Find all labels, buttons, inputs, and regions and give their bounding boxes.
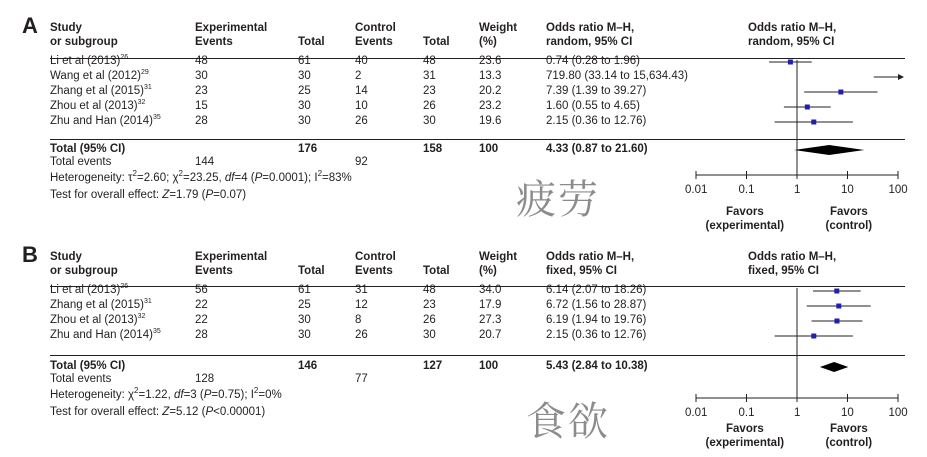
panel-b-row-2-exp-events: 22 bbox=[195, 299, 208, 311]
panel-a-row-1-ctl-total: 48 bbox=[423, 55, 436, 67]
panel-b-row-1-ctl-events: 31 bbox=[355, 284, 368, 296]
panel-b-total-weight: 100 bbox=[479, 360, 499, 372]
panel-b-row-2-exp-total: 25 bbox=[298, 299, 311, 311]
panel-b-row-1-point bbox=[834, 289, 839, 294]
panel-b-row-1-weight: 34.0 bbox=[479, 284, 502, 296]
panel-a-row-5-study: Zhu and Han $(2014)^{35}$ bbox=[50, 114, 161, 127]
panel-b-total-ci: 5.43 (2.84 to 10.38) bbox=[546, 360, 648, 372]
panel-b-row-3-ctl-total: 26 bbox=[423, 314, 436, 326]
panel-a-row-2-ci: 719.80 (33.14 to 15,634.43) bbox=[546, 70, 688, 82]
panel-a-header-exp-total: Total bbox=[298, 36, 325, 48]
panel-a-pooled-diamond bbox=[794, 145, 864, 155]
panel-a-row-5-weight: 19.6 bbox=[479, 115, 502, 127]
panel-a-header-ctl-events: Events bbox=[355, 36, 393, 48]
panel-b-header-experimental: Experimental bbox=[195, 251, 268, 263]
panel-a-row-5-exp-events: 28 bbox=[195, 115, 208, 127]
panel-b-header-weight-unit: (%) bbox=[479, 265, 497, 277]
panel-a-row-2-ctl-events: 2 bbox=[355, 70, 362, 82]
panel-b-row-2-ctl-events: 12 bbox=[355, 299, 368, 311]
panel-a-row-3-ctl-events: 14 bbox=[355, 85, 368, 97]
panel-b-watermark-text: 食欲 bbox=[526, 399, 610, 445]
panel-a-header-study: Study bbox=[50, 22, 82, 34]
panel-b-row-1-exp-total: 61 bbox=[298, 284, 311, 296]
panel-b-header-or-text: Odds ratio M–H, bbox=[546, 251, 635, 263]
panel-b-row-4-exp-total: 30 bbox=[298, 329, 311, 341]
panel-b-header-control: Control bbox=[355, 251, 396, 263]
panel-b-total-ctl: 127 bbox=[423, 360, 443, 372]
panel-a-row-4-ctl-events: 10 bbox=[355, 100, 368, 112]
panel-a-tick-label-2: 1 bbox=[794, 184, 801, 196]
panel-a-header-or-plot-method: random, 95% CI bbox=[748, 36, 835, 48]
panel-b-heterogeneity: Heterogeneity: $\chi^2=1.22$, df=3 (P=0.75); $I^2=0\%$ bbox=[50, 386, 282, 401]
panel-a-header-ctl-total: Total bbox=[423, 36, 450, 48]
panel-a-favors-right: Favors bbox=[830, 206, 868, 218]
panel-b-total-events-ctl: 77 bbox=[355, 373, 368, 385]
panel-a-total-weight: 100 bbox=[479, 143, 499, 155]
panel-b-row-1-ctl-total: 48 bbox=[423, 284, 436, 296]
panel-a-row-1-study: Li et al $(2013)^{26}$ bbox=[50, 54, 129, 67]
panel-a-row-2-ctl-total: 31 bbox=[423, 70, 436, 82]
panel-b-row-2-ci: 6.72 (1.56 to 28.87) bbox=[546, 299, 647, 311]
panel-a-total-ci: 4.33 (0.87 to 21.60) bbox=[546, 143, 648, 155]
panel-b-row-4-ctl-total: 30 bbox=[423, 329, 436, 341]
panel-a-row-5-exp-total: 30 bbox=[298, 115, 311, 127]
panel-b-header-study: Study bbox=[50, 251, 82, 263]
panel-a-row-1-point bbox=[788, 60, 793, 65]
panel-a-row-2-study: Wang et al $(2012)^{29}$ bbox=[50, 69, 149, 82]
panel-a-header-subgroup: or subgroup bbox=[50, 36, 118, 48]
panel-a-total-label: Total (95% CI) bbox=[50, 143, 126, 155]
panel-a-row-4-point bbox=[805, 105, 810, 110]
panel-b-total-events-exp: 128 bbox=[195, 373, 215, 385]
panel-b-row-3-exp-events: 22 bbox=[195, 314, 208, 326]
panel-a-row-5-ctl-events: 26 bbox=[355, 115, 368, 127]
panel-a-tick-label-3: 10 bbox=[841, 184, 854, 196]
panel-b-favors-left: Favors bbox=[726, 423, 764, 435]
panel-a-overall-effect: Test for overall effect: Z=1.79 (P=0.07) bbox=[50, 189, 247, 201]
panel-b-tick-label-1: 0.1 bbox=[738, 407, 755, 419]
panel-a-header-weight-unit: (%) bbox=[479, 36, 497, 48]
panel-b-header-ctl-total: Total bbox=[423, 265, 450, 277]
panel-a-favors-left-group: (experimental) bbox=[705, 220, 785, 232]
panel-b-row-3-exp-total: 30 bbox=[298, 314, 311, 326]
panel-a-favors-left: Favors bbox=[726, 206, 764, 218]
panel-b-tick-label-0: 0.01 bbox=[685, 407, 708, 419]
panel-b-tick-label-2: 1 bbox=[794, 407, 801, 419]
panel-a-row-3-exp-events: 23 bbox=[195, 85, 208, 97]
panel-a-favors-right-group: (control) bbox=[825, 220, 873, 232]
panel-b-row-4-exp-events: 28 bbox=[195, 329, 208, 341]
panel-a-row-2-exp-total: 30 bbox=[298, 70, 311, 82]
panel-b-total-events-label: Total events bbox=[50, 373, 112, 385]
panel-b-row-4-weight: 20.7 bbox=[479, 329, 502, 341]
panel-a-row-2-off-scale-arrow bbox=[898, 74, 904, 80]
panel-b-row-2-weight: 17.9 bbox=[479, 299, 502, 311]
panel-a-row-3-ci: 7.39 (1.39 to 39.27) bbox=[546, 85, 647, 97]
panel-b-header-or-plot-method: fixed, 95% CI bbox=[748, 265, 819, 277]
panel-a-row-5-ci: 2.15 (0.36 to 12.76) bbox=[546, 115, 647, 127]
panel-b-header-weight: Weight bbox=[479, 251, 518, 263]
panel-b-header-or-plot: Odds ratio M–H, bbox=[748, 251, 837, 263]
panel-b-row-2-point bbox=[836, 304, 841, 309]
panel-a-header-or-method: random, 95% CI bbox=[546, 36, 633, 48]
panel-b-row-3-ci: 6.19 (1.94 to 19.76) bbox=[546, 314, 647, 326]
panel-a-row-3-study: Zhang et al $(2015)^{31}$ bbox=[50, 84, 152, 97]
panel-a-row-1-exp-total: 61 bbox=[298, 55, 311, 67]
panel-a-tick-label-0: 0.01 bbox=[685, 184, 708, 196]
panel-a-total-exp: 176 bbox=[298, 143, 318, 155]
panel-a-row-1-ci: 0.74 (0.28 to 1.96) bbox=[546, 55, 640, 67]
panel-a-tick-label-4: 100 bbox=[888, 184, 908, 196]
panel-b-header-subgroup: or subgroup bbox=[50, 265, 118, 277]
panel-b-header-ctl-events: Events bbox=[355, 265, 393, 277]
panel-b-header-or-method: fixed, 95% CI bbox=[546, 265, 617, 277]
panel-b-tick-label-3: 10 bbox=[841, 407, 854, 419]
panel-b-label: B bbox=[22, 242, 38, 267]
panel-a-label: A bbox=[22, 13, 38, 38]
panel-a-row-3-ctl-total: 23 bbox=[423, 85, 436, 97]
panel-a-row-5-point bbox=[811, 120, 816, 125]
panel-b-row-1-ci: 6.14 (2.07 to 18.26) bbox=[546, 284, 647, 296]
panel-a-total-events-exp: 144 bbox=[195, 156, 215, 168]
panel-b-total-exp: 146 bbox=[298, 360, 318, 372]
panel-b-row-3-weight: 27.3 bbox=[479, 314, 502, 326]
panel-b-row-1-exp-events: 56 bbox=[195, 284, 208, 296]
panel-a-row-3-exp-total: 25 bbox=[298, 85, 311, 97]
panel-a-total-events-label: Total events bbox=[50, 156, 112, 168]
panel-a-header-exp-events: Events bbox=[195, 36, 233, 48]
panel-a-header-or-plot: Odds ratio M–H, bbox=[748, 22, 837, 34]
panel-b-row-4-ctl-events: 26 bbox=[355, 329, 368, 341]
panel-b-row-4-ci: 2.15 (0.36 to 12.76) bbox=[546, 329, 647, 341]
panel-b-total-label: Total (95% CI) bbox=[50, 360, 126, 372]
panel-b-row-3-point bbox=[834, 319, 839, 324]
panel-b-row-2-study: Zhang et al $(2015)^{31}$ bbox=[50, 298, 152, 311]
panel-a-watermark-text: 疲劳 bbox=[516, 177, 600, 223]
panel-b-favors-right: Favors bbox=[830, 423, 868, 435]
panel-b-overall-effect: Test for overall effect: Z=5.12 (P<0.00001) bbox=[50, 406, 266, 418]
panel-a-row-1-ctl-events: 40 bbox=[355, 55, 368, 67]
panel-b-tick-label-4: 100 bbox=[888, 407, 908, 419]
panel-b-favors-right-group: (control) bbox=[825, 437, 873, 449]
panel-b-header-exp-events: Events bbox=[195, 265, 233, 277]
panel-a-header-experimental: Experimental bbox=[195, 22, 268, 34]
panel-a-row-2-weight: 13.3 bbox=[479, 70, 502, 82]
panel-b-row-4-study: Zhu and Han $(2014)^{35}$ bbox=[50, 328, 161, 341]
panel-a-row-2-exp-events: 30 bbox=[195, 70, 208, 82]
panel-a-row-4-ci: 1.60 (0.55 to 4.65) bbox=[546, 100, 640, 112]
panel-a-row-1-weight: 23.6 bbox=[479, 55, 502, 67]
panel-b-header-exp-total: Total bbox=[298, 265, 325, 277]
panel-a-total-events-ctl: 92 bbox=[355, 156, 368, 168]
panel-b-favors-left-group: (experimental) bbox=[705, 437, 785, 449]
panel-b-row-3-study: Zhou et al $(2013)^{32}$ bbox=[50, 313, 146, 326]
panel-a-row-3-weight: 20.2 bbox=[479, 85, 502, 97]
panel-a-row-4-exp-events: 15 bbox=[195, 100, 208, 112]
panel-a-header-weight: Weight bbox=[479, 22, 518, 34]
panel-b-pooled-diamond bbox=[820, 362, 848, 372]
panel-b-row-2-ctl-total: 23 bbox=[423, 299, 436, 311]
panel-a-row-5-ctl-total: 30 bbox=[423, 115, 436, 127]
panel-a-row-1-exp-events: 48 bbox=[195, 55, 208, 67]
panel-a-row-4-ctl-total: 26 bbox=[423, 100, 436, 112]
panel-a-row-4-study: Zhou et al $(2013)^{32}$ bbox=[50, 99, 146, 112]
panel-b-row-1-study: Li et al $(2013)^{26}$ bbox=[50, 283, 129, 296]
panel-a-total-ctl: 158 bbox=[423, 143, 443, 155]
panel-a-header-or-text: Odds ratio M–H, bbox=[546, 22, 635, 34]
panel-a-row-3-point bbox=[838, 90, 843, 95]
panel-a-tick-label-1: 0.1 bbox=[738, 184, 755, 196]
panel-a-row-4-exp-total: 30 bbox=[298, 100, 311, 112]
panel-b-row-3-ctl-events: 8 bbox=[355, 314, 362, 326]
panel-a-row-4-weight: 23.2 bbox=[479, 100, 502, 112]
panel-b-row-4-point bbox=[811, 334, 816, 339]
panel-a-heterogeneity: Heterogeneity: $\tau^2=2.60$; $\chi^2=23.25$, df=4 (P=0.0001); $I^2=83\%$ bbox=[50, 169, 352, 184]
panel-a-header-control: Control bbox=[355, 22, 396, 34]
